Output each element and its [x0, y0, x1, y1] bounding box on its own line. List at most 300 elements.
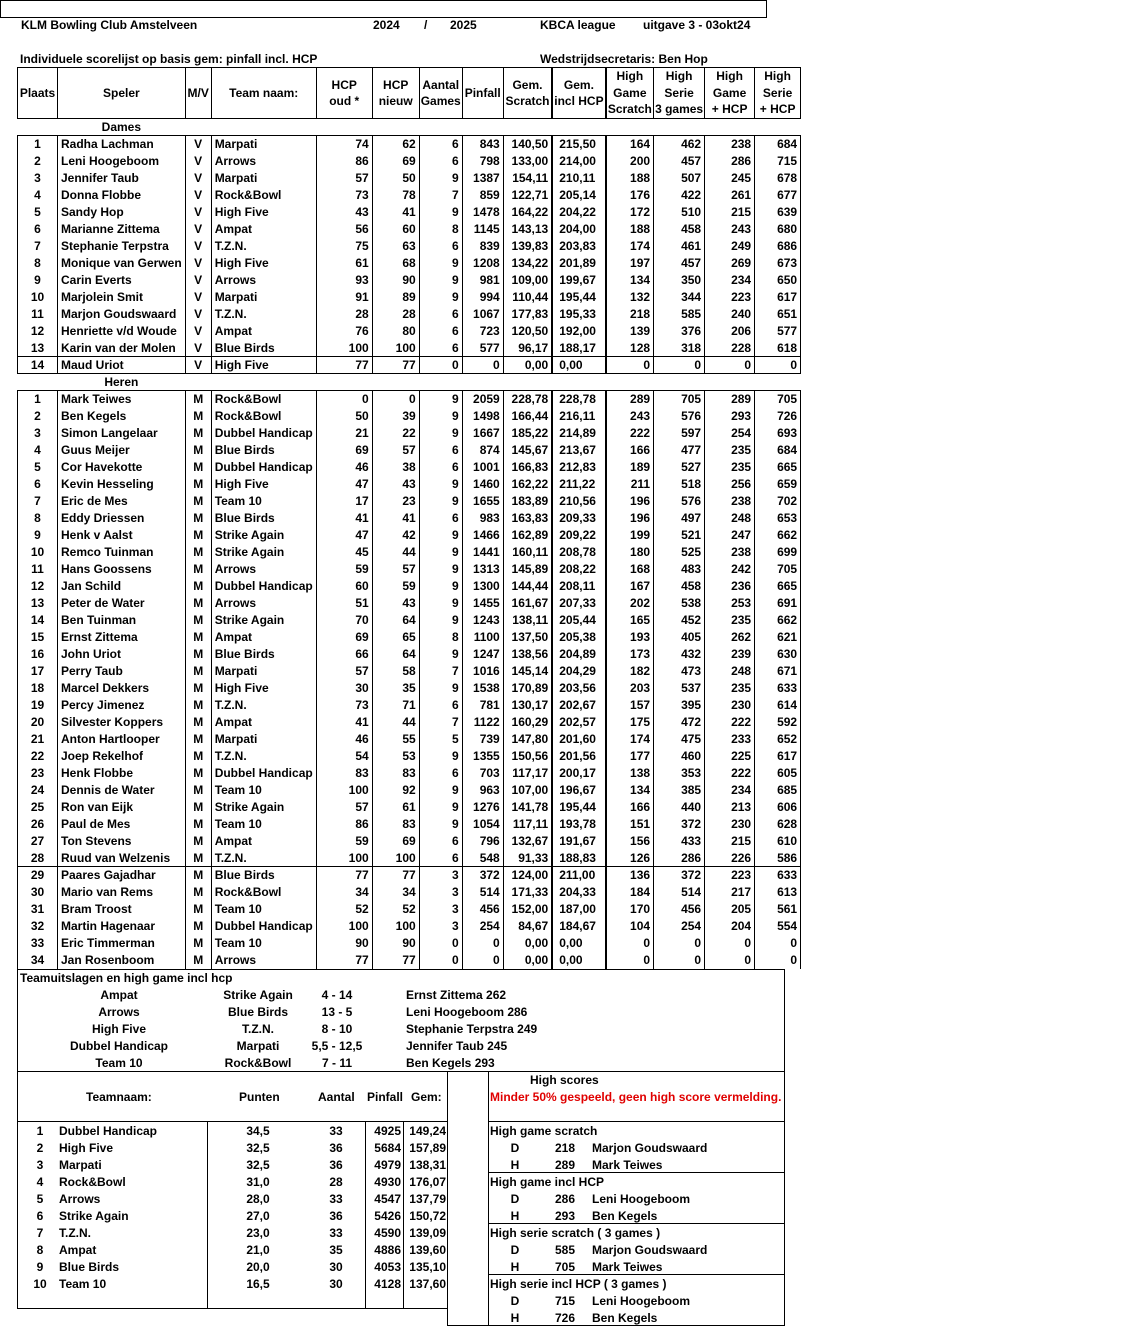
cell-mv: M [185, 510, 211, 527]
cell-hcp-oud: 41 [316, 714, 372, 731]
cell-hcp-nieuw: 60 [372, 221, 419, 238]
cell-plaats: 26 [18, 816, 58, 833]
cell-pinfall: 1313 [462, 561, 503, 578]
cell-pinfall: 1122 [462, 714, 503, 731]
high-score-gender: H [510, 1158, 520, 1172]
cell-high-game-hcp: 242 [705, 561, 755, 578]
cell-high-game-hcp: 238 [705, 493, 755, 510]
cell-high-game-scratch: 243 [606, 408, 654, 425]
table-row [18, 510, 801, 527]
cell-games: 9 [419, 646, 462, 663]
cell-games: 9 [419, 493, 462, 510]
cell-gem-hcp: 209,22 [552, 527, 605, 544]
standing-pinfall: 4930 [374, 1175, 401, 1189]
cell-gem-hcp: 201,89 [552, 255, 605, 272]
cell-team: Strike Again [211, 799, 316, 816]
cell-high-game-hcp: 206 [705, 323, 755, 340]
cell-hcp-oud: 69 [316, 442, 372, 459]
cell-high-serie: 576 [654, 408, 705, 425]
cell-high-serie: 514 [654, 884, 705, 901]
cell-mv: V [185, 170, 211, 187]
standing-team: Marpati [59, 1158, 102, 1172]
cell-mv: M [185, 544, 211, 561]
cell-team: Team 10 [211, 816, 316, 833]
cell-high-serie-hcp: 699 [755, 544, 801, 561]
cell-team: T.Z.N. [211, 748, 316, 765]
cell-games: 0 [419, 357, 462, 374]
cell-team: Ampat [211, 221, 316, 238]
cell-mv: M [185, 629, 211, 646]
cell-gem-hcp: 201,60 [552, 731, 605, 748]
cell-games: 9 [419, 289, 462, 306]
cell-high-serie-hcp: 561 [755, 901, 801, 918]
cell-gem-hcp: 204,33 [552, 884, 605, 901]
cell-pinfall: 1655 [462, 493, 503, 510]
cell-speler: Ton Stevens [58, 833, 186, 850]
divider [207, 1121, 208, 1309]
cell-games: 9 [419, 612, 462, 629]
cell-hcp-nieuw: 83 [372, 816, 419, 833]
standing-gem: 135,10 [409, 1260, 446, 1274]
cell-pinfall: 372 [462, 867, 503, 884]
cell-gem-scratch: 170,89 [503, 680, 552, 697]
cell-hcp-nieuw: 44 [372, 544, 419, 561]
cell-hcp-oud: 0 [316, 391, 372, 408]
cell-mv: M [185, 425, 211, 442]
cell-high-game-hcp: 213 [705, 799, 755, 816]
standing-punten: 34,5 [246, 1124, 270, 1138]
cell-hcp-oud: 77 [316, 952, 372, 969]
cell-high-game-hcp: 222 [705, 765, 755, 782]
cell-team: T.Z.N. [211, 850, 316, 867]
cell-speler: Stephanie Terpstra [58, 238, 186, 255]
cell-high-game-scratch: 196 [606, 493, 654, 510]
cell-plaats: 32 [18, 918, 58, 935]
divider [447, 1325, 785, 1326]
table-row [18, 833, 801, 850]
cell-speler: Jan Schild [58, 578, 186, 595]
cell-plaats: 19 [18, 697, 58, 714]
cell-games: 9 [419, 272, 462, 289]
cell-high-serie-hcp: 686 [755, 238, 801, 255]
cell-high-serie: 372 [654, 816, 705, 833]
section-cell [18, 374, 58, 391]
season-separator: / [424, 18, 428, 32]
cell-games: 9 [419, 799, 462, 816]
cell-games: 3 [419, 918, 462, 935]
cell-mv: M [185, 714, 211, 731]
cell-gem-scratch: 124,00 [503, 867, 552, 884]
cell-plaats: 3 [18, 170, 58, 187]
cell-team: Dubbel Handicap [211, 765, 316, 782]
cell-high-serie: 405 [654, 629, 705, 646]
standings-header-gem: Gem: [411, 1090, 442, 1104]
cell-high-game-hcp: 225 [705, 748, 755, 765]
cell-high-serie-hcp: 705 [755, 391, 801, 408]
cell-gem-hcp: 202,67 [552, 697, 605, 714]
cell-high-game-hcp: 205 [705, 901, 755, 918]
cell-high-serie-hcp: 659 [755, 476, 801, 493]
cell-high-game-hcp: 262 [705, 629, 755, 646]
cell-gem-scratch: 162,22 [503, 476, 552, 493]
cell-high-serie: 473 [654, 663, 705, 680]
standing-rank: 10 [33, 1277, 47, 1291]
cell-gem-hcp: 200,17 [552, 765, 605, 782]
cell-hcp-oud: 66 [316, 646, 372, 663]
cell-team: Blue Birds [211, 510, 316, 527]
cell-hcp-oud: 74 [316, 136, 372, 153]
cell-plaats: 24 [18, 782, 58, 799]
section-cell [419, 119, 462, 136]
cell-games: 8 [419, 221, 462, 238]
cell-hcp-oud: 57 [316, 799, 372, 816]
cell-speler: Ernst Zittema [58, 629, 186, 646]
cell-pinfall: 1466 [462, 527, 503, 544]
cell-hcp-nieuw: 53 [372, 748, 419, 765]
cell-hcp-oud: 73 [316, 187, 372, 204]
cell-games: 6 [419, 153, 462, 170]
standing-aantal: 33 [329, 1192, 343, 1206]
header-games: Aantal Games [419, 68, 462, 119]
cell-high-game-scratch: 289 [606, 391, 654, 408]
cell-hcp-nieuw: 39 [372, 408, 419, 425]
cell-plaats: 1 [18, 136, 58, 153]
cell-high-serie: 458 [654, 221, 705, 238]
table-row [18, 561, 801, 578]
cell-plaats: 34 [18, 952, 58, 969]
cell-team: Blue Birds [211, 646, 316, 663]
cell-games: 3 [419, 884, 462, 901]
cell-mv: M [185, 578, 211, 595]
cell-plaats: 4 [18, 187, 58, 204]
cell-games: 9 [419, 680, 462, 697]
high-score-gender: H [510, 1209, 520, 1223]
table-row [18, 476, 801, 493]
cell-hcp-nieuw: 83 [372, 765, 419, 782]
cell-team: Arrows [211, 153, 316, 170]
cell-gem-scratch: 162,89 [503, 527, 552, 544]
cell-hcp-oud: 90 [316, 935, 372, 952]
cell-plaats: 27 [18, 833, 58, 850]
match-home: Ampat [100, 988, 138, 1002]
cell-hcp-oud: 59 [316, 561, 372, 578]
cell-high-game-scratch: 0 [606, 952, 654, 969]
cell-mv: V [185, 153, 211, 170]
cell-hcp-oud: 100 [316, 850, 372, 867]
cell-high-game-hcp: 228 [705, 340, 755, 357]
cell-pinfall: 859 [462, 187, 503, 204]
cell-mv: M [185, 680, 211, 697]
cell-high-serie-hcp: 0 [755, 935, 801, 952]
league-name: KBCA league [540, 18, 616, 32]
cell-high-game-hcp: 289 [705, 391, 755, 408]
match-score: 4 - 14 [321, 988, 353, 1002]
cell-gem-hcp: 210,11 [552, 170, 605, 187]
section-cell [316, 374, 372, 391]
cell-speler: Peter de Water [58, 595, 186, 612]
standing-punten: 20,0 [246, 1260, 270, 1274]
header-speler: Speler [58, 68, 186, 119]
cell-pinfall: 839 [462, 238, 503, 255]
cell-games: 6 [419, 765, 462, 782]
cell-high-game-hcp: 217 [705, 884, 755, 901]
cell-gem-hcp: 184,67 [552, 918, 605, 935]
high-score-value: 293 [554, 1209, 575, 1223]
cell-games: 7 [419, 187, 462, 204]
cell-high-game-scratch: 200 [606, 153, 654, 170]
high-score-value: 715 [554, 1294, 575, 1308]
cell-mv: M [185, 816, 211, 833]
cell-plaats: 2 [18, 153, 58, 170]
cell-high-serie-hcp: 606 [755, 799, 801, 816]
cell-high-serie-hcp: 726 [755, 408, 801, 425]
cell-team: Strike Again [211, 544, 316, 561]
cell-hcp-oud: 59 [316, 833, 372, 850]
cell-speler: Maud Uriot [58, 357, 186, 374]
table-row [18, 391, 801, 408]
table-row [18, 782, 801, 799]
cell-speler: Remco Tuinman [58, 544, 186, 561]
header-high-game-hcp: High Game + HCP [705, 68, 755, 119]
cell-high-serie-hcp: 586 [755, 850, 801, 867]
standing-pinfall: 4979 [374, 1158, 401, 1172]
cell-team: Team 10 [211, 901, 316, 918]
cell-high-serie-hcp: 613 [755, 884, 801, 901]
cell-plaats: 8 [18, 510, 58, 527]
cell-hcp-oud: 45 [316, 544, 372, 561]
cell-mv: M [185, 408, 211, 425]
cell-hcp-oud: 57 [316, 663, 372, 680]
cell-games: 9 [419, 170, 462, 187]
cell-gem-hcp: 204,89 [552, 646, 605, 663]
cell-games: 8 [419, 629, 462, 646]
cell-plaats: 11 [18, 561, 58, 578]
divider [17, 1071, 18, 1309]
header-mv: M/V [185, 68, 211, 119]
cell-games: 7 [419, 714, 462, 731]
cell-gem-hcp: 195,44 [552, 799, 605, 816]
cell-pinfall: 723 [462, 323, 503, 340]
cell-pinfall: 1498 [462, 408, 503, 425]
cell-gem-hcp: 216,11 [552, 408, 605, 425]
cell-gem-hcp: 195,33 [552, 306, 605, 323]
table-row [18, 204, 801, 221]
cell-speler: Eddy Driessen [58, 510, 186, 527]
cell-team: Ampat [211, 629, 316, 646]
table-row [18, 731, 801, 748]
standing-aantal: 33 [329, 1124, 343, 1138]
cell-high-serie-hcp: 633 [755, 680, 801, 697]
cell-hcp-oud: 83 [316, 765, 372, 782]
standing-pinfall: 5426 [374, 1209, 401, 1223]
cell-high-game-scratch: 172 [606, 204, 654, 221]
cell-pinfall: 0 [462, 952, 503, 969]
high-score-group-title: High serie incl HCP ( 3 games ) [490, 1277, 667, 1291]
cell-pinfall: 1247 [462, 646, 503, 663]
cell-high-serie-hcp: 650 [755, 272, 801, 289]
standing-aantal: 36 [329, 1209, 343, 1223]
cell-hcp-nieuw: 55 [372, 731, 419, 748]
cell-high-game-hcp: 254 [705, 425, 755, 442]
table-row [18, 595, 801, 612]
cell-high-game-hcp: 230 [705, 697, 755, 714]
match-away: Marpati [236, 1039, 280, 1053]
cell-high-game-scratch: 134 [606, 272, 654, 289]
cell-gem-scratch: 122,71 [503, 187, 552, 204]
cell-hcp-oud: 28 [316, 306, 372, 323]
standing-team: Ampat [59, 1243, 97, 1257]
match-away: Blue Birds [227, 1005, 288, 1019]
score-rows [18, 119, 801, 969]
standing-aantal: 28 [329, 1175, 343, 1189]
cell-high-serie: 483 [654, 561, 705, 578]
cell-high-serie: 318 [654, 340, 705, 357]
cell-gem-hcp: 0,00 [552, 952, 605, 969]
cell-games: 6 [419, 850, 462, 867]
cell-speler: Ron van Eijk [58, 799, 186, 816]
header-hcp-nieuw: HCP nieuw [372, 68, 419, 119]
cell-plaats: 8 [18, 255, 58, 272]
cell-high-serie-hcp: 639 [755, 204, 801, 221]
cell-gem-scratch: 138,11 [503, 612, 552, 629]
table-row [18, 663, 801, 680]
cell-high-serie: 585 [654, 306, 705, 323]
standing-punten: 32,5 [246, 1141, 270, 1155]
high-score-gender: D [510, 1141, 520, 1155]
cell-high-game-scratch: 199 [606, 527, 654, 544]
divider [488, 1223, 785, 1224]
cell-hcp-nieuw: 78 [372, 187, 419, 204]
high-score-value: 286 [554, 1192, 575, 1206]
cell-speler: Marcel Dekkers [58, 680, 186, 697]
cell-hcp-oud: 86 [316, 153, 372, 170]
cell-speler: Eric Timmerman [58, 935, 186, 952]
cell-high-serie-hcp: 605 [755, 765, 801, 782]
cell-hcp-nieuw: 59 [372, 578, 419, 595]
cell-high-game-hcp: 239 [705, 646, 755, 663]
cell-high-serie-hcp: 673 [755, 255, 801, 272]
cell-high-serie: 538 [654, 595, 705, 612]
cell-gem-hcp: 211,00 [552, 867, 605, 884]
cell-team: Marpati [211, 289, 316, 306]
cell-games: 9 [419, 255, 462, 272]
section-row-dames [18, 119, 801, 136]
cell-hcp-nieuw: 28 [372, 306, 419, 323]
standing-team: High Five [59, 1141, 114, 1155]
cell-hcp-nieuw: 100 [372, 918, 419, 935]
cell-high-serie-hcp: 693 [755, 425, 801, 442]
cell-gem-hcp: 0,00 [552, 935, 605, 952]
cell-speler: Paares Gajadhar [58, 867, 186, 884]
cell-high-game-scratch: 182 [606, 663, 654, 680]
header-high-serie-hcp: High Serie + HCP [755, 68, 801, 119]
table-row [18, 238, 801, 255]
cell-games: 0 [419, 952, 462, 969]
high-score-value: 585 [554, 1243, 575, 1257]
cell-hcp-nieuw: 44 [372, 714, 419, 731]
cell-high-game-hcp: 235 [705, 459, 755, 476]
cell-gem-hcp: 188,83 [552, 850, 605, 867]
high-score-value: 705 [554, 1260, 575, 1274]
cell-mv: M [185, 918, 211, 935]
cell-gem-hcp: 187,00 [552, 901, 605, 918]
cell-speler: Paul de Mes [58, 816, 186, 833]
cell-gem-scratch: 164,22 [503, 204, 552, 221]
cell-team: Ampat [211, 323, 316, 340]
cell-gem-scratch: 130,17 [503, 697, 552, 714]
table-row [18, 952, 801, 969]
table-row [18, 935, 801, 952]
standing-pinfall: 5684 [374, 1141, 401, 1155]
cell-gem-scratch: 0,00 [503, 952, 552, 969]
cell-games: 9 [419, 391, 462, 408]
cell-speler: Martin Hagenaar [58, 918, 186, 935]
cell-gem-hcp: 201,56 [552, 748, 605, 765]
table-row [18, 442, 801, 459]
cell-team: Arrows [211, 272, 316, 289]
table-row [18, 289, 801, 306]
cell-high-serie-hcp: 618 [755, 340, 801, 357]
cell-plaats: 11 [18, 306, 58, 323]
cell-speler: Simon Langelaar [58, 425, 186, 442]
cell-high-game-scratch: 128 [606, 340, 654, 357]
cell-pinfall: 1016 [462, 663, 503, 680]
table-row [18, 493, 801, 510]
cell-mv: V [185, 306, 211, 323]
standing-team: Dubbel Handicap [59, 1124, 158, 1138]
section-row-heren [18, 374, 801, 391]
cell-hcp-nieuw: 71 [372, 697, 419, 714]
cell-high-serie: 462 [654, 136, 705, 153]
high-score-value: 289 [554, 1158, 575, 1172]
match-score: 5,5 - 12,5 [311, 1039, 363, 1053]
table-row [18, 170, 801, 187]
cell-gem-hcp: 204,29 [552, 663, 605, 680]
cell-high-serie: 433 [654, 833, 705, 850]
table-row [18, 323, 801, 340]
cell-pinfall: 1478 [462, 204, 503, 221]
section-cell [503, 374, 552, 391]
cell-high-serie-hcp: 678 [755, 170, 801, 187]
cell-hcp-nieuw: 63 [372, 238, 419, 255]
cell-high-serie-hcp: 610 [755, 833, 801, 850]
cell-high-serie-hcp: 665 [755, 459, 801, 476]
cell-hcp-nieuw: 58 [372, 663, 419, 680]
standing-rank: 6 [36, 1209, 44, 1223]
cell-hcp-nieuw: 23 [372, 493, 419, 510]
cell-games: 9 [419, 476, 462, 493]
standing-pinfall: 4886 [374, 1243, 401, 1257]
cell-plaats: 7 [18, 238, 58, 255]
cell-gem-scratch: 84,67 [503, 918, 552, 935]
cell-hcp-nieuw: 22 [372, 425, 419, 442]
cell-hcp-nieuw: 100 [372, 850, 419, 867]
cell-hcp-nieuw: 77 [372, 867, 419, 884]
cell-gem-scratch: 160,29 [503, 714, 552, 731]
cell-gem-scratch: 134,22 [503, 255, 552, 272]
cell-pinfall: 1355 [462, 748, 503, 765]
cell-high-game-scratch: 188 [606, 170, 654, 187]
cell-speler: Kevin Hesseling [58, 476, 186, 493]
cell-plaats: 6 [18, 221, 58, 238]
cell-games: 6 [419, 306, 462, 323]
cell-speler: Henk Flobbe [58, 765, 186, 782]
cell-gem-hcp: 214,89 [552, 425, 605, 442]
cell-high-serie: 457 [654, 255, 705, 272]
cell-gem-hcp: 208,11 [552, 578, 605, 595]
cell-high-serie-hcp: 677 [755, 187, 801, 204]
table-row [18, 850, 801, 867]
